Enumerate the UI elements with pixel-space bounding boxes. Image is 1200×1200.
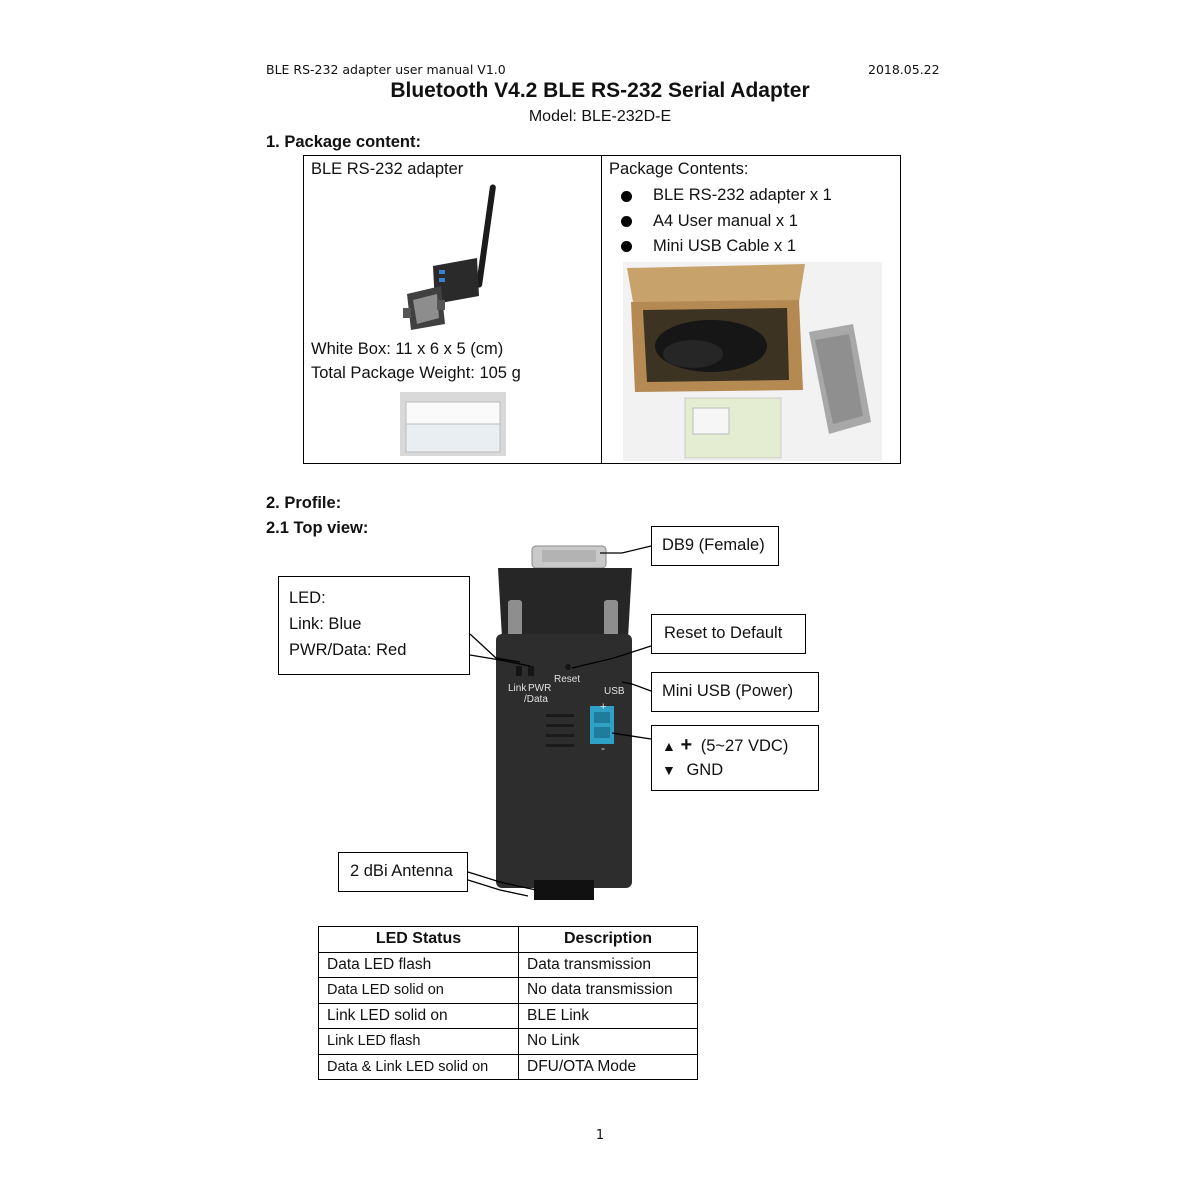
section-heading-profile: 2. Profile: [266, 494, 342, 512]
column-header-led-status: LED Status [319, 927, 519, 953]
doc-header-date: 2018.05.22 [868, 62, 940, 77]
table-cell-description: Data transmission [519, 952, 698, 978]
triangle-up-icon: ▲ [662, 738, 676, 754]
plus-icon: + [680, 734, 693, 756]
table-row [319, 1029, 698, 1055]
adapter-label: BLE RS-232 adapter [311, 160, 464, 178]
table-row [319, 1003, 698, 1029]
callout-db9 [651, 526, 779, 566]
callout-plus-row [662, 733, 818, 758]
callout-reset [651, 614, 806, 654]
callout-usb-text: Mini USB (Power) [662, 682, 794, 700]
callout-db9-text: DB9 (Female) [662, 536, 765, 554]
package-item: BLE RS-232 adapter x 1 [653, 186, 832, 204]
device-label-plus: + [600, 701, 607, 713]
table-cell-status: Data & Link LED solid on [319, 1054, 519, 1080]
device-label-reset: Reset [554, 674, 581, 685]
table-cell-status: Link LED solid on [319, 1003, 519, 1029]
callout-power-terminal [651, 725, 819, 791]
callout-usb [651, 672, 819, 712]
led-status-table [318, 926, 698, 1080]
section-subheading-top-view: 2.1 Top view: [266, 519, 369, 537]
device-label-pwr: PWR [528, 683, 552, 694]
page-number: 1 [595, 1128, 605, 1143]
package-contents-title: Package Contents: [609, 160, 749, 178]
table-row [319, 1054, 698, 1080]
callout-reset-text: Reset to Default [664, 624, 783, 642]
triangle-down-icon: ▼ [662, 762, 676, 778]
table-cell-status: Data LED solid on [319, 978, 519, 1004]
callout-plus-text: (5~27 VDC) [700, 737, 789, 755]
document-title: Bluetooth V4.2 BLE RS-232 Serial Adapter [390, 79, 810, 102]
callout-antenna-text: 2 dBi Antenna [350, 862, 453, 880]
table-cell-description: DFU/OTA Mode [519, 1054, 698, 1080]
package-weight: Total Package Weight: 105 g [311, 364, 521, 382]
device-label-usb: USB [604, 686, 625, 697]
doc-header-left: BLE RS-232 adapter user manual V1.0 [266, 62, 506, 77]
package-item: A4 User manual x 1 [653, 212, 798, 230]
table-cell-status: Link LED flash [319, 1029, 519, 1055]
device-label-data: /Data [524, 694, 548, 705]
device-label-link: Link [508, 683, 527, 694]
table-row [319, 952, 698, 978]
table-cell-description: No Link [519, 1029, 698, 1055]
callout-led-link: Link: Blue [289, 615, 362, 633]
device-label-minus: - [601, 741, 605, 755]
table-row [319, 978, 698, 1004]
callout-antenna [338, 852, 468, 892]
table-cell-description: BLE Link [519, 1003, 698, 1029]
section-heading-package: 1. Package content: [266, 133, 421, 151]
callout-gnd-row [662, 758, 818, 782]
callout-led-title: LED: [289, 589, 326, 607]
callout-led-pwr: PWR/Data: Red [289, 641, 407, 659]
model-number: Model: BLE-232D-E [528, 108, 672, 125]
callout-gnd-text: GND [686, 761, 724, 779]
callout-led [278, 576, 470, 675]
package-item: Mini USB Cable x 1 [653, 237, 797, 255]
white-box-dimensions: White Box: 11 x 6 x 5 (cm) [311, 340, 504, 358]
table-header-row [319, 927, 698, 953]
table-cell-description: No data transmission [519, 978, 698, 1004]
column-header-description: Description [519, 927, 698, 953]
table-cell-status: Data LED flash [319, 952, 519, 978]
